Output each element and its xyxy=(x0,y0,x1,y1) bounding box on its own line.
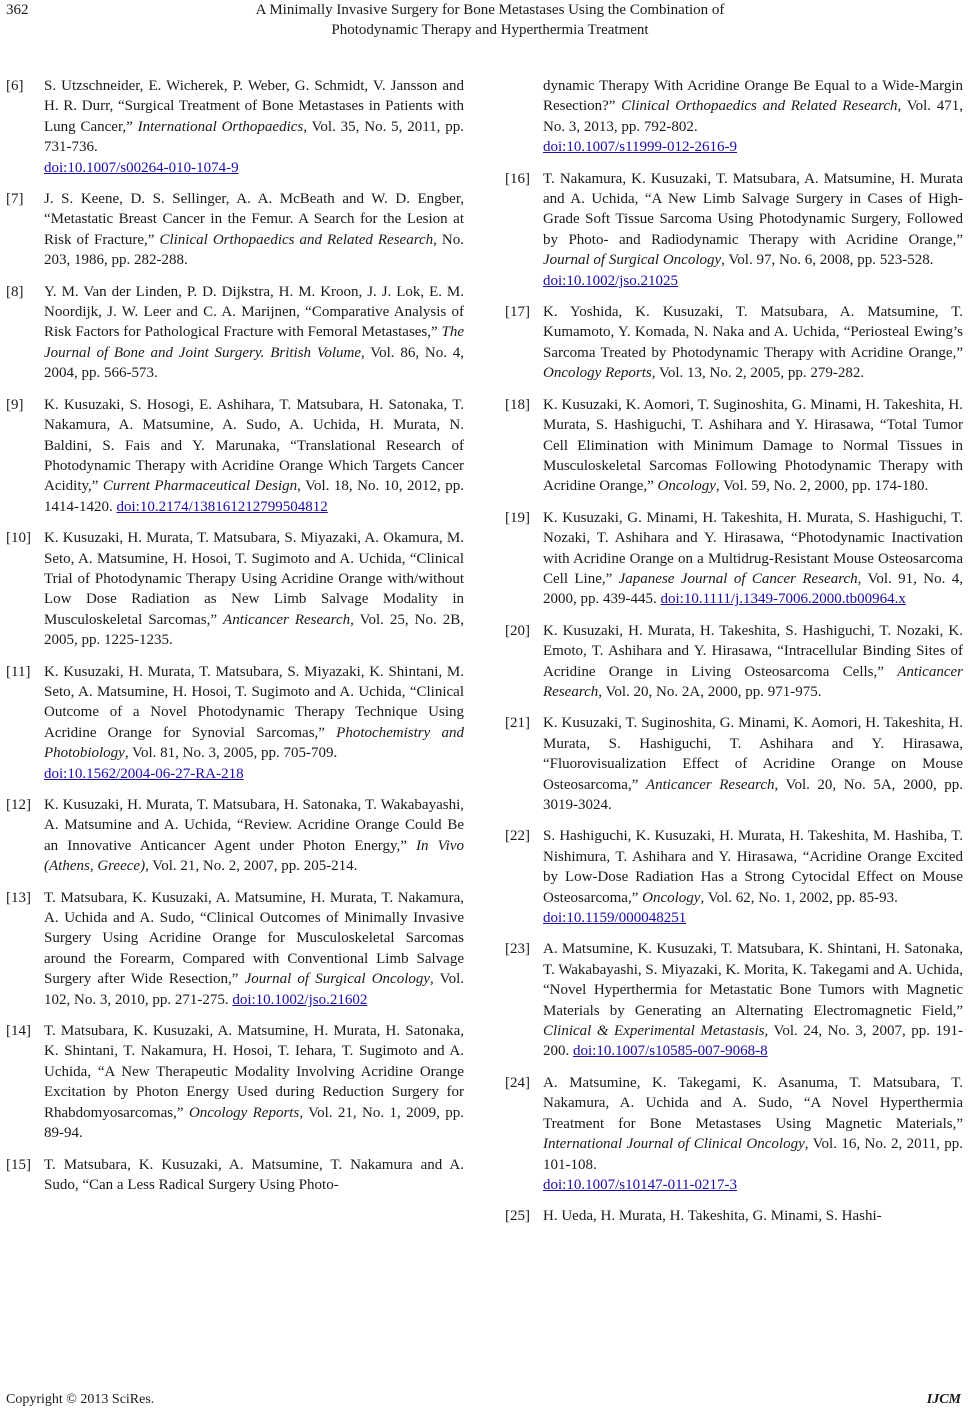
reference-citation: Y. M. Van der Linden, P. D. Dijkstra, H. M. Kroon, J. J. Lok, E. M. Noordijk, J. W. Leer and C. A. Marijnen, “Comparative Analysis of Risk Factors for Pathological Fracture with Femoral Metastases,” xyxy=(44,283,464,341)
reference-entry xyxy=(505,169,963,291)
reference-journal: Anticancer Research xyxy=(543,663,963,700)
page-number: 362 xyxy=(6,2,29,18)
reference-details: , Vol. 25, No. 2B, 2005, pp. 1225-1235. xyxy=(44,611,464,649)
reference-text xyxy=(44,76,464,178)
reference-journal: Oncology Reports xyxy=(543,365,652,382)
page-header xyxy=(0,0,969,48)
reference-number: [24] xyxy=(505,1074,530,1091)
reference-citation: J. S. Keene, D. S. Sellinger, A. A. McBeath and W. D. Engber, “Metastatic Breast Cancer in the Femur. A Search for the Lesion at Risk of Fracture,” xyxy=(44,191,464,248)
reference-number: [7] xyxy=(6,191,24,208)
reference-text xyxy=(543,76,963,158)
reference-details: , Vol. 97, No. 6, 2008, pp. 523-528. xyxy=(721,252,934,269)
doi-link[interactable]: doi:10.1159/000048251 xyxy=(543,910,687,927)
reference-journal: Current Pharmaceutical Design xyxy=(102,478,298,495)
reference-details: , Vol. 16, No. 2, 2011, pp. 101-108. xyxy=(543,1136,964,1173)
reference-text xyxy=(543,713,963,815)
reference-details: , Vol. 102, No. 3, 2010, pp. 271-275. xyxy=(44,971,465,1008)
reference-citation: S. Hashiguchi, K. Kusuzaki, H. Murata, H. Takeshita, M. Hashiba, T. Nishimura, T. Ashihara and Y. Hirasawa, “Acridine Orange Excited by Low-Dose Radiation Has a Strong Cytocidal Effect on Mouse Osteosarcoma,” xyxy=(543,828,963,906)
doi-link[interactable]: doi:10.1002/jso.21602 xyxy=(232,991,368,1008)
reference-entry xyxy=(505,1073,963,1195)
reference-citation: A. Matsumine, K. Takegami, K. Asanuma, T. Matsubara, T. Nakamura, A. Uchida and A. Sudo, “A Novel Hyperthermia Treatment for Bone Metastases Using Magnetic Materials,” xyxy=(543,1074,963,1132)
reference-details: , Vol. 59, No. 2, 2000, pp. 174-180. xyxy=(715,478,929,495)
reference-citation: K. Kusuzaki, H. Murata, T. Matsubara, S. Miyazaki, K. Shintani, M. Seto, A. Matsumine, H. Hosoi, T. Sugimoto and A. Uchida, “Clinical Outcome of a Novel Photodynamic Therapy Technique Using Acridine Orange for Synovial Sarcomas,” xyxy=(44,663,464,741)
reference-number: [17] xyxy=(505,304,530,321)
running-title-line-2: Photodynamic Therapy and Hyperthermia Treatment xyxy=(331,22,649,38)
reference-journal: The Journal of Bone and Joint Surgery. British Volume xyxy=(44,324,464,361)
reference-entry xyxy=(505,395,963,497)
reference-details: , Vol. 62, No. 1, 2002, pp. 85-93. xyxy=(700,889,898,906)
reference-journal: International Orthopaedics xyxy=(137,118,304,135)
reference-entry xyxy=(6,395,464,517)
reference-journal: Oncology xyxy=(657,478,716,495)
reference-entry xyxy=(6,282,464,384)
journal-abbreviation: IJCM xyxy=(926,1392,961,1407)
reference-entry xyxy=(505,939,963,1061)
references-left-column xyxy=(6,76,464,1206)
reference-details: , No. 203, 1986, pp. 282-288. xyxy=(44,231,464,269)
reference-citation: H. Ueda, H. Murata, H. Takeshita, G. Minami, S. Hashi- xyxy=(543,1208,882,1225)
reference-text xyxy=(543,939,963,1061)
reference-journal: Clinical Orthopaedics and Related Research xyxy=(159,231,434,248)
reference-text xyxy=(44,888,464,1010)
reference-number: [12] xyxy=(6,797,31,813)
reference-text xyxy=(44,528,464,650)
reference-number: [15] xyxy=(6,1156,31,1173)
reference-citation: T. Nakamura, K. Kusuzaki, T. Matsubara, A. Matsumine, H. Murata and A. Uchida, “A New Limb Salvage Surgery in Cases of High-Grade Soft Tissue Sarcoma Using Photodynamic Surgery, Followed by Photo- and Radiodynamic Therapy with Acridine Orange,” xyxy=(543,170,963,248)
reference-details: , Vol. 35, No. 5, 2011, pp. 731-736. xyxy=(44,118,464,156)
reference-entry xyxy=(505,76,963,158)
reference-details: , Vol. 21, No. 2, 2007, pp. 205-214. xyxy=(145,858,358,875)
reference-entry xyxy=(6,662,464,784)
reference-citation: T. Matsubara, K. Kusuzaki, A. Matsumine, T. Nakamura and A. Sudo, “Can a Less Radical Surgery Using Photo- xyxy=(44,1156,464,1193)
reference-journal: Journal of Surgical Oncology xyxy=(543,252,722,269)
reference-number: [22] xyxy=(505,828,530,845)
doi-link[interactable]: doi:10.1002/jso.21025 xyxy=(543,272,679,289)
reference-citation: K. Kusuzaki, T. Suginoshita, G. Minami, K. Aomori, H. Takeshita, H. Murata, S. Hashiguchi, T. Ashihara and Y. Hirasawa, “Fluorovisualization Effect of Acridine Orange on Mouse Osteosarcoma,” xyxy=(543,715,963,793)
reference-entry xyxy=(505,621,963,703)
reference-details: , Vol. 471, No. 3, 2013, pp. 792-802. xyxy=(543,98,963,135)
reference-details: , Vol. 18, No. 10, 2012, pp. 1414-1420. xyxy=(44,478,464,515)
reference-journal: Journal of Surgical Oncology xyxy=(244,971,431,988)
reference-journal: Clinical & Experimental Metastasis xyxy=(543,1023,765,1040)
reference-number: [20] xyxy=(505,622,530,639)
running-title-line-1: A Minimally Invasive Surgery for Bone Metastases Using the Combination of xyxy=(255,2,725,18)
reference-journal: Oncology xyxy=(642,889,701,906)
reference-text xyxy=(44,662,464,784)
reference-details: , Vol. 81, No. 3, 2005, pp. 705-709. xyxy=(124,745,338,762)
reference-text xyxy=(44,282,464,384)
reference-details: , Vol. 20, No. 2A, 2000, pp. 971-975. xyxy=(598,683,822,700)
reference-entry xyxy=(505,508,963,610)
reference-details: , Vol. 91, No. 4, 2000, pp. 439-445. xyxy=(543,570,963,608)
reference-entry xyxy=(6,795,464,877)
reference-citation: K. Kusuzaki, K. Aomori, T. Suginoshita, G. Minami, H. Takeshita, H. Murata, S. Hashiguchi, T. Ashihara and Y. Hirasawa, “Total Tumor Cell Elimination with Minimum Damage to Normal Tissues in Musculoskeletal Sarcomas Following Photodynamic Therapy with Acridine Orange,” xyxy=(543,396,963,495)
reference-entry xyxy=(505,826,963,928)
reference-citation: T. Matsubara, K. Kusuzaki, A. Matsumine, H. Murata, T. Nakamura, A. Uchida and A. Sudo, “Clinical Outcomes of Minimally Invasive Surgery Using Acridine Orange for Musculoskeletal Sarcomas around the Forearm, Compared with Conventional Limb Salvage Surgery after Wide Resection,” xyxy=(44,889,464,988)
reference-citation: A. Matsumine, K. Kusuzaki, T. Matsubara, K. Shintani, H. Satonaka, T. Wakabayashi, S. Miyazaki, K. Morita, K. Takegami and A. Uchida, “Novel Hyperthermia for Metastatic Bone Tumors with Magnetic Materials by Generating an Alternating Electromagnetic Field,” xyxy=(543,941,963,1019)
reference-number: [25] xyxy=(505,1208,530,1225)
doi-link[interactable]: doi:10.1007/s11999-012-2616-9 xyxy=(543,139,738,156)
reference-citation: K. Kusuzaki, S. Hosogi, E. Ashihara, T. Matsubara, H. Satonaka, T. Nakamura, A. Matsumine, A. Sudo, A. Uchida, H. Murata, N. Baldini, S. Fais and Y. Marunaka, “Translational Research of Photodynamic Therapy with Acridine Orange Which Targets Cancer Acidity,” xyxy=(44,396,464,495)
reference-details: , Vol. 13, No. 2, 2005, pp. 279-282. xyxy=(651,365,865,382)
reference-details: , Vol. 20, No. 5A, 2000, pp. 3019-3024. xyxy=(543,776,963,813)
reference-entry xyxy=(6,76,464,178)
reference-entry xyxy=(505,302,963,384)
reference-entry xyxy=(6,528,464,650)
reference-details: , Vol. 86, No. 4, 2004, pp. 566-573. xyxy=(44,344,464,382)
reference-text xyxy=(44,1021,464,1143)
reference-text xyxy=(543,1073,963,1195)
reference-details: , Vol. 24, No. 3, 2007, pp. 191-200. xyxy=(543,1023,964,1060)
reference-text xyxy=(543,826,963,928)
reference-number: [13] xyxy=(6,889,31,906)
reference-citation: K. Kusuzaki, H. Murata, H. Takeshita, S. Hashiguchi, T. Nozaki, K. Emoto, T. Ashihara and Y. Hirasawa, “Intracellular Binding Sites of Acridine Orange in Living Osteosarcoma Cells,” xyxy=(543,622,963,680)
doi-link[interactable]: doi:10.1007/s00264-010-1074-9 xyxy=(44,159,239,176)
reference-entry xyxy=(6,1021,464,1143)
reference-text xyxy=(543,621,963,703)
running-title xyxy=(150,0,830,40)
reference-citation: T. Matsubara, K. Kusuzaki, A. Matsumine, H. Murata, H. Satonaka, K. Shintani, T. Nakamura, H. Hosoi, T. Iehara, T. Sugimoto and A. Uchida, “A New Therapeutic Modality Involving Acridine Orange Excitation by Photon Energy Used during Reduction Surgery for Rhabdomyosarcomas,” xyxy=(44,1023,464,1121)
reference-text xyxy=(44,1155,464,1196)
reference-journal: Photochemistry and Photobiology xyxy=(44,724,464,762)
reference-entry xyxy=(6,189,464,271)
reference-citation: K. Kusuzaki, H. Murata, T. Matsubara, H. Satonaka, T. Wakabayashi, A. Matsumine and A. Uchida, “Review. Acridine Orange Could Be an Innovative Anticancer Agent under Photon Energy,” xyxy=(44,797,464,854)
reference-number: [10] xyxy=(6,530,31,547)
reference-number xyxy=(505,76,543,158)
reference-number: [21] xyxy=(505,715,530,732)
copyright-notice: Copyright © 2013 SciRes. xyxy=(6,1392,155,1407)
reference-number: [11] xyxy=(6,663,31,680)
reference-text xyxy=(543,169,963,291)
reference-text xyxy=(44,795,464,877)
reference-number: [23] xyxy=(505,941,530,958)
reference-journal: Japanese Journal of Cancer Research xyxy=(618,570,858,587)
reference-number: [16] xyxy=(505,170,530,187)
reference-number: [8] xyxy=(6,283,24,300)
reference-journal: Clinical Orthopaedics and Related Research xyxy=(621,98,898,115)
reference-citation: dynamic Therapy With Acridine Orange Be Equal to a Wide-Margin Resection?” xyxy=(543,78,963,115)
reference-details: , Vol. 21, No. 1, 2009, pp. 89-94. xyxy=(44,1104,464,1142)
reference-citation: S. Utzschneider, E. Wicherek, P. Weber, G. Schmidt, V. Jansson and H. R. Durr, “Surgical Treatment of Bone Metastases in Patients with Lung Cancer,” xyxy=(44,78,464,135)
reference-text xyxy=(44,395,464,517)
reference-text xyxy=(44,189,464,271)
reference-number: [19] xyxy=(505,509,530,526)
references-right-column xyxy=(505,76,963,1238)
reference-journal: In Vivo (Athens, Greece) xyxy=(44,837,464,875)
reference-citation: K. Kusuzaki, G. Minami, H. Takeshita, H. Murata, S. Hashiguchi, T. Nozaki, T. Ashihara and Y. Hirasawa, “Photodynamic Inactivation with Acridine Orange on a Multidrug-Resistant Mouse Osteosarcoma Cell Line,” xyxy=(543,509,963,587)
reference-text xyxy=(543,395,963,497)
reference-entry xyxy=(505,713,963,815)
reference-journal: Anticancer Research xyxy=(645,776,775,793)
reference-number: [9] xyxy=(6,396,24,413)
reference-entry xyxy=(6,888,464,1010)
reference-citation: K. Kusuzaki, H. Murata, T. Matsubara, S. Miyazaki, A. Okamura, M. Seto, A. Matsumine, H. Hosoi, T. Sugimoto and A. Uchida, “Clinical Trial of Photodynamic Therapy Using Acridine Orange with/without Low Dose Radiation as New Limb Salvage Modality in Musculoskeletal Sarcomas,” xyxy=(44,530,464,628)
reference-number: [18] xyxy=(505,396,530,413)
reference-journal: Anticancer Research xyxy=(223,611,351,628)
reference-journal: International Journal of Clinical Oncology xyxy=(543,1136,805,1153)
reference-text xyxy=(543,508,963,610)
doi-link[interactable]: doi:10.1007/s10585-007-9068-8 xyxy=(573,1043,768,1060)
doi-link[interactable]: doi:10.2174/138161212799504812 xyxy=(116,498,328,515)
reference-entry xyxy=(6,1155,464,1196)
reference-text xyxy=(543,302,963,384)
reference-journal: Oncology Reports xyxy=(188,1104,300,1121)
doi-link[interactable]: doi:10.1111/j.1349-7006.2000.tb00964.x xyxy=(660,591,906,608)
reference-number: [14] xyxy=(6,1023,31,1040)
reference-number: [6] xyxy=(6,78,24,94)
doi-link[interactable]: doi:10.1007/s10147-011-0217-3 xyxy=(543,1176,738,1193)
doi-link[interactable]: doi:10.1562/2004-06-27-RA-218 xyxy=(44,765,244,782)
reference-text xyxy=(543,1206,963,1226)
reference-entry xyxy=(505,1206,963,1226)
reference-citation: K. Yoshida, K. Kusuzaki, T. Matsubara, A. Matsumine, T. Kumamoto, Y. Komada, N. Naka and A. Uchida, “Periosteal Ewing’s Sarcoma Treated by Photodynamic Therapy with Acridine Orange,” xyxy=(543,304,963,361)
